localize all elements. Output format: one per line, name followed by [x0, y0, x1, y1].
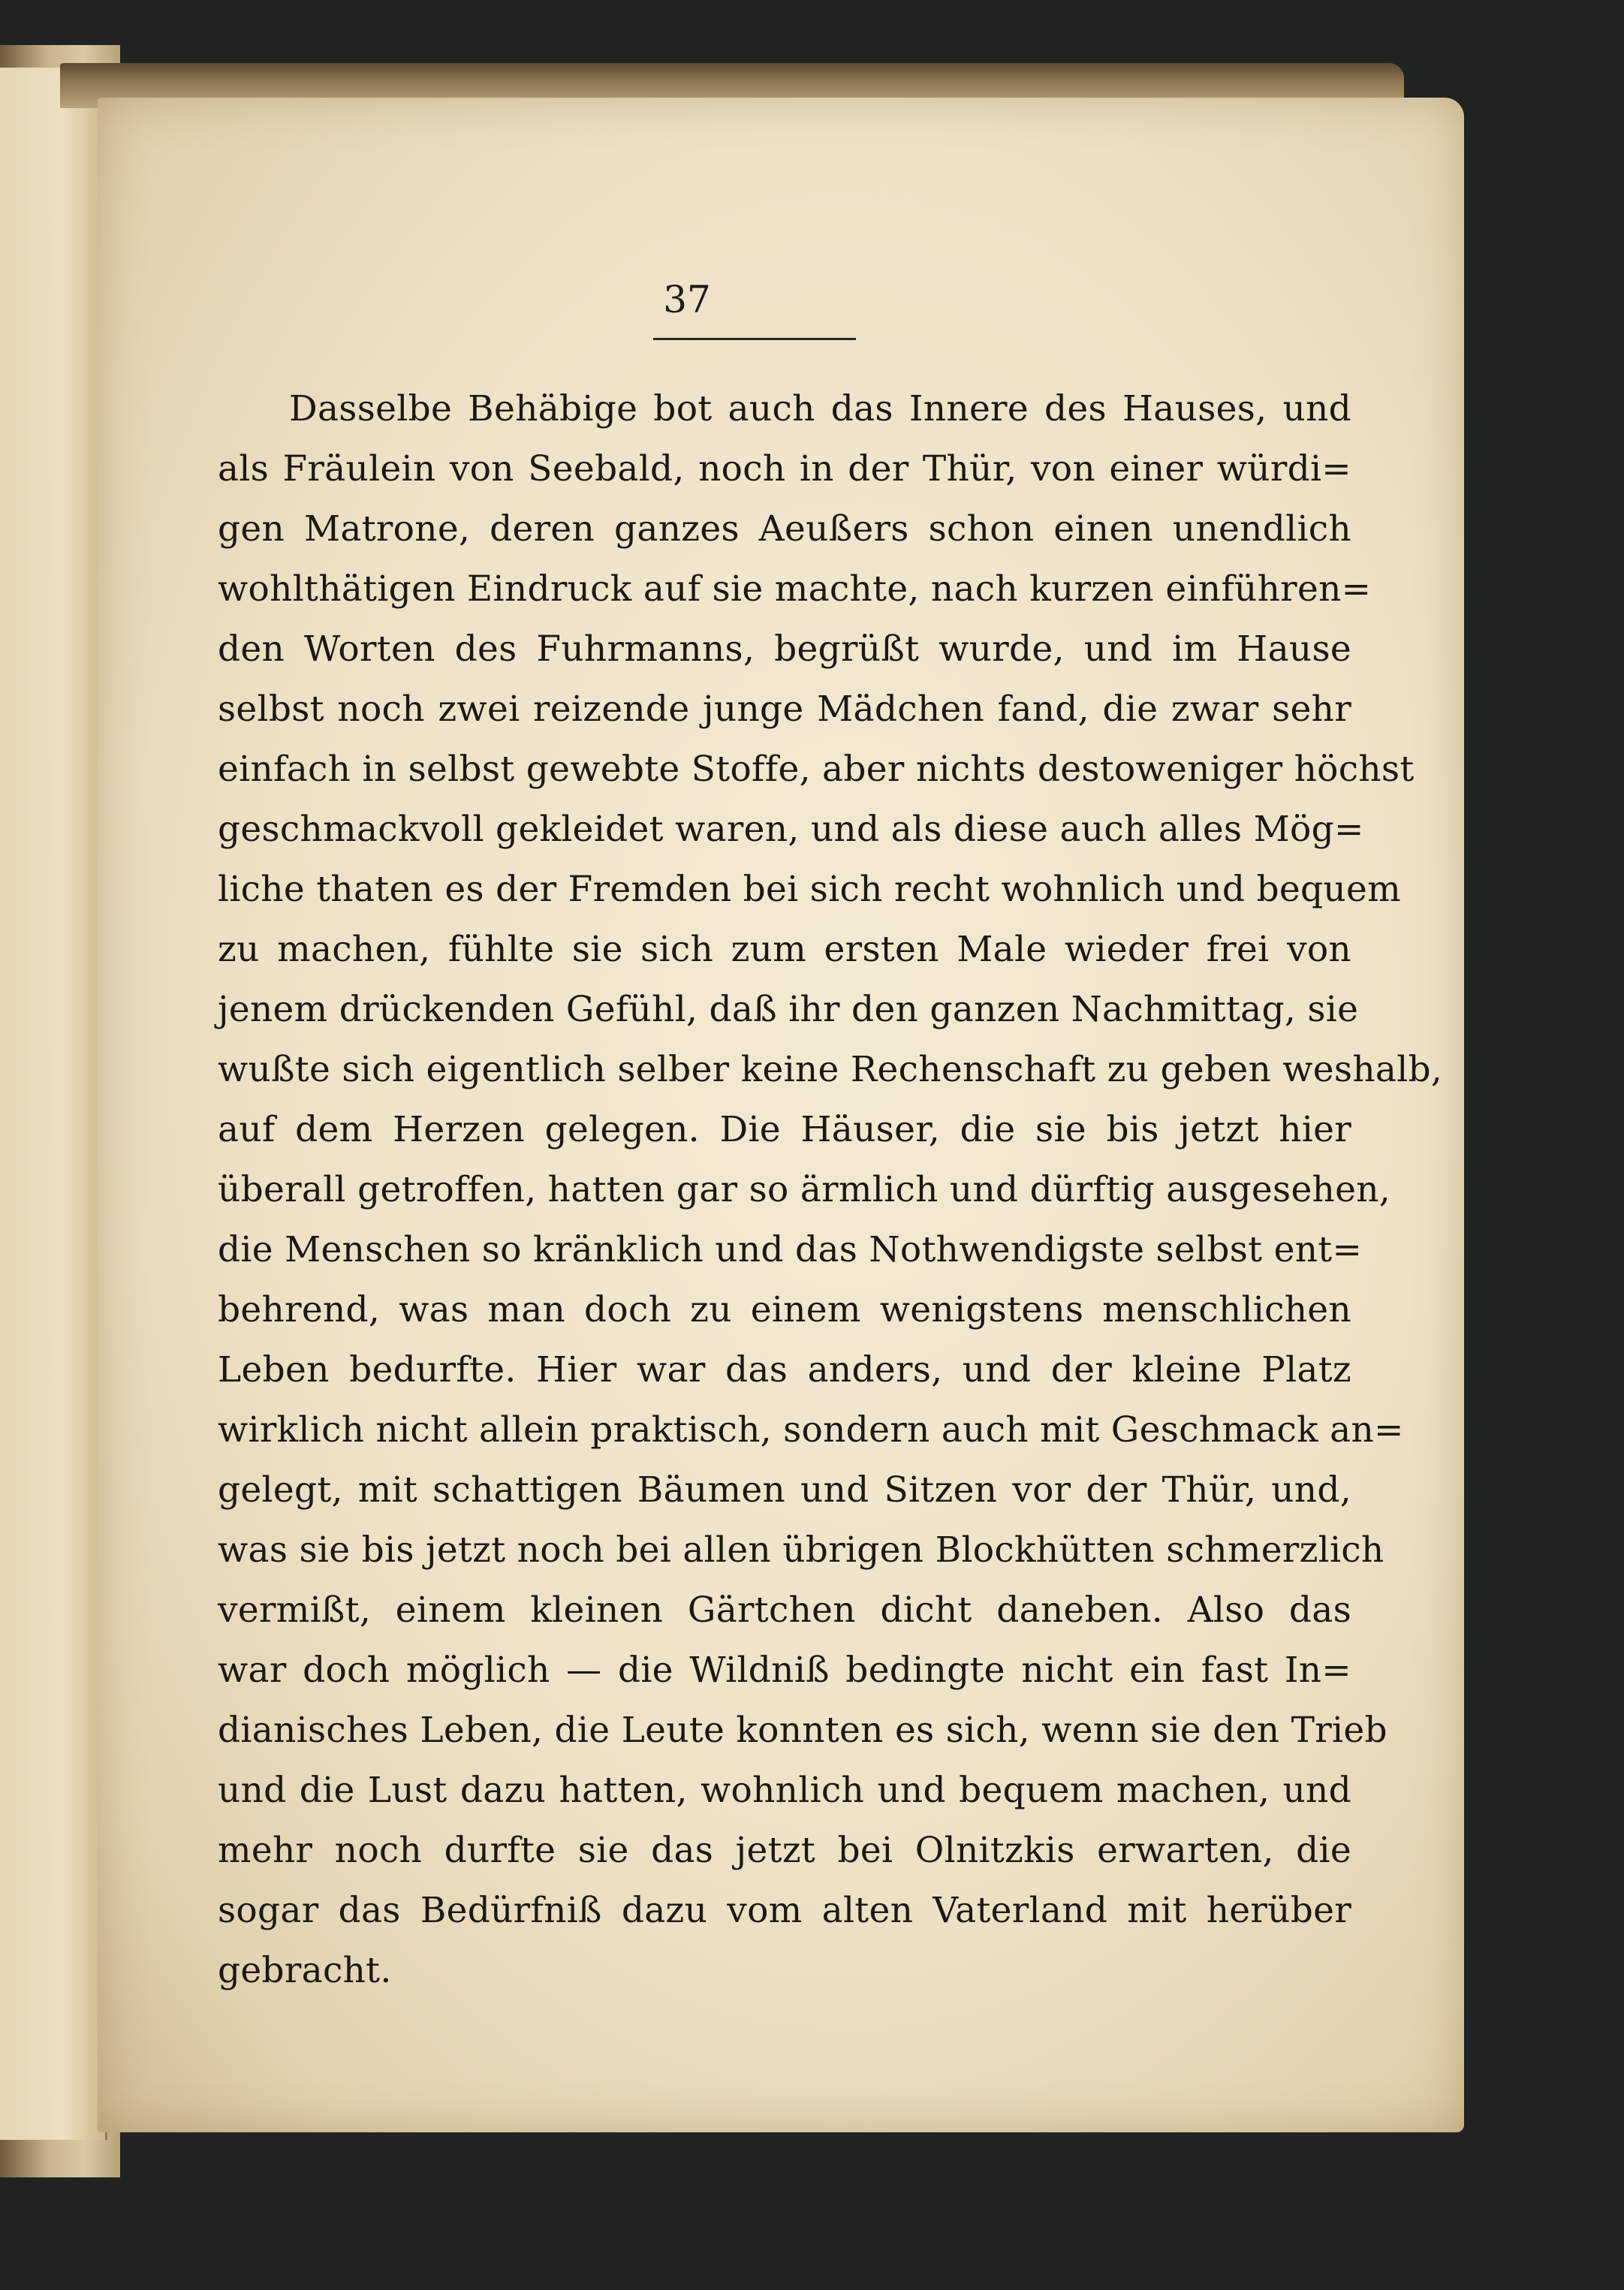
left-page-edge [0, 68, 107, 2140]
text-line: überall getroffen, hatten gar so ärmlich und dürftig ausgesehen, [218, 1169, 1391, 1210]
text-line: jenem drückenden Gefühl, daß ihr den ganzen Nachmittag, sie [218, 989, 1359, 1030]
text-line: behrend, was man doch zu einem wenigstens menschlichen [218, 1289, 1351, 1330]
text-line: wohlthätigen Eindruck auf sie machte, nach kurzen einführen= [218, 568, 1372, 610]
text-line: was sie bis jetzt noch bei allen übrigen Blockhütten schmerzlich [218, 1529, 1384, 1571]
text-line: Dasselbe Behäbige bot auch das Innere des Hauses, und [289, 388, 1351, 429]
text-line: mehr noch durfte sie das jetzt bei Olnitzkis erwarten, die [218, 1830, 1351, 1871]
text-line: wußte sich eigentlich selber keine Rechenschaft zu geben weshalb, [218, 1049, 1443, 1090]
text-line: zu machen, fühlte sie sich zum ersten Male wieder frei von [218, 929, 1351, 970]
text-line: wirklich nicht allein praktisch, sondern auch mit Geschmack an= [218, 1409, 1404, 1451]
text-line: gebracht. [218, 1950, 392, 1991]
text-line: den Worten des Fuhrmanns, begrüßt wurde, und im Hause [218, 628, 1351, 670]
text-line: einfach in selbst gewebte Stoffe, aber nichts destoweniger höchst [218, 749, 1415, 790]
text-line: gen Matrone, deren ganzes Aeußers schon einen unendlich [218, 508, 1351, 550]
text-line: auf dem Herzen gelegen. Die Häuser, die sie bis jetzt hier [218, 1109, 1351, 1150]
header-rule [653, 338, 856, 340]
text-line: war doch möglich — die Wildniß bedingte nicht ein fast In= [218, 1650, 1351, 1691]
text-line: sogar das Bedürfniß dazu vom alten Vaterland mit herüber [218, 1890, 1351, 1931]
text-line: die Menschen so kränklich und das Nothwendigste selbst ent= [218, 1229, 1363, 1270]
text-line: dianisches Leben, die Leute konnten es sich, wenn sie den Trieb [218, 1710, 1387, 1751]
text-line: liche thaten es der Fremden bei sich recht wohnlich und bequem [218, 869, 1401, 910]
text-line: selbst noch zwei reizende junge Mädchen fand, die zwar sehr [218, 689, 1351, 730]
text-line: Leben bedurfte. Hier war das anders, und der kleine Platz [218, 1349, 1351, 1391]
book-page [98, 98, 1464, 2132]
text-line: vermißt, einem kleinen Gärtchen dicht daneben. Also das [218, 1589, 1351, 1631]
body-text [218, 379, 1443, 2001]
text-line: als Fräulein von Seebald, noch in der Thür, von einer würdi= [218, 448, 1351, 490]
text-line: und die Lust dazu hatten, wohnlich und bequem machen, und [218, 1770, 1351, 1811]
page-number: 37 [663, 278, 711, 321]
text-line: geschmackvoll gekleidet waren, und als diese auch alles Mög= [218, 809, 1364, 850]
text-line: gelegt, mit schattigen Bäumen und Sitzen vor der Thür, und, [218, 1469, 1351, 1511]
